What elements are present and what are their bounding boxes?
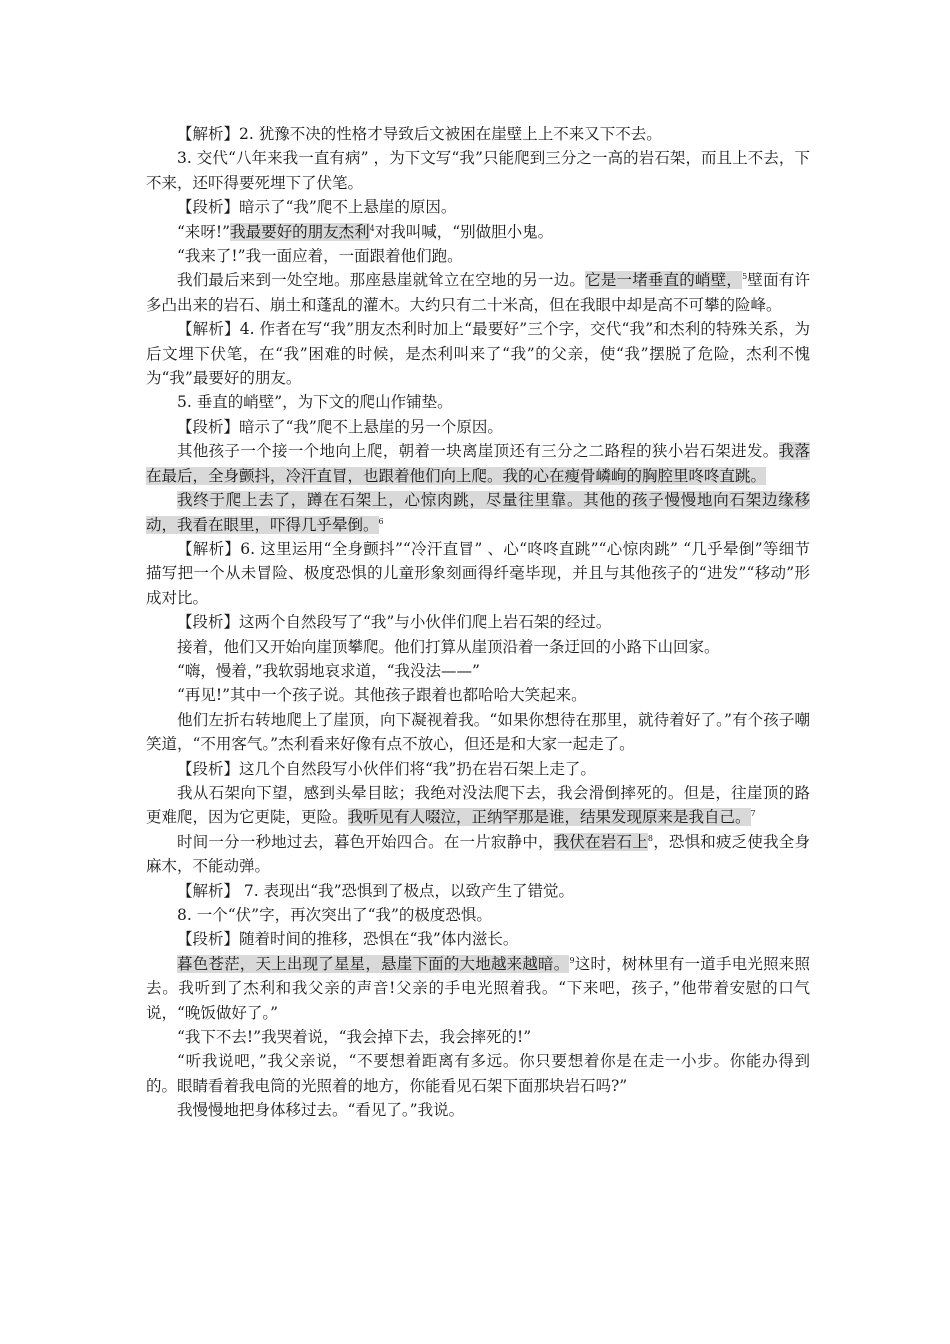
paragraph-text: 我慢慢地把身体移过去。“看见了。”我说。 [177, 1101, 465, 1120]
paragraph-text: 我们最后来到一处空地。那座悬崖就耸立在空地的另一边。 [177, 271, 586, 290]
paragraph [146, 439, 810, 488]
paragraph [146, 927, 810, 951]
paragraph [146, 195, 810, 219]
paragraph-text: 5. 垂直的峭壁”，为下文的爬山作铺垫。 [177, 393, 453, 412]
highlighted-text: 我最要好的朋友杰利 [230, 222, 370, 241]
paragraph-text: 【解析】 7. 表现出“我”恐惧到了极点，以致产生了错觉。 [177, 881, 574, 900]
annotation-number: 9 [569, 955, 575, 965]
paragraph [146, 1098, 810, 1122]
paragraph-text: 8. 一个“伏”字，再次突出了“我”的极度恐惧。 [177, 906, 492, 924]
document-body [146, 122, 810, 1123]
annotation-number: 6 [378, 516, 384, 526]
paragraph-text: “听我说吧，”我父亲说，“不要想着距离有多远。你只要想着你是在走一小步。你能办得到的。眼睛看着我电筒的光照着的地方，你能看见石架下面那块岩石吗?” [146, 1052, 810, 1095]
paragraph-text: “来呀!” [177, 222, 231, 241]
paragraph-text: 3. 交代“八年来我一直有病” ，为下文写“我”只能爬到三分之一高的岩石架，而且上不去，下不来，还吓得要死埋下了伏笔。 [146, 149, 810, 192]
paragraph-text: 【解析】6. 这里运用“全身颤抖”“冷汗直冒” 、心“咚咚直跳”“心惊肉跳” “几乎晕倒”等细节描写把一个从未冒险、极度恐惧的儿童形象刻画得纤毫毕现，并且与其他孩子的“进发”“移动”形成对比。 [146, 539, 810, 607]
paragraph [146, 683, 810, 707]
paragraph-text: 他们左折右转地爬上了崖顶，向下凝视着我。“如果你想待在那里，就待着好了。”有个孩子嘲笑道，“不用客气。”杰利看来好像有点不放心，但还是和大家一起走了。 [146, 710, 810, 754]
paragraph-text: 我从石架向下望，感到头晕目眩；我绝对没法爬下去，我会滑倒摔死的。但是，往崖顶的路更难爬，因为它更陡，更险。 [146, 783, 810, 827]
annotation-number: 7 [750, 809, 756, 819]
paragraph [146, 488, 810, 537]
paragraph-text: “我来了!”我一面应着，一面跟着他们跑。 [177, 247, 463, 266]
paragraph [146, 415, 810, 439]
paragraph-text: 【段析】这两个自然段写了“我”与小伙伴们爬上岩石架的经过。 [177, 613, 612, 632]
paragraph [146, 903, 810, 927]
paragraph [146, 244, 810, 268]
paragraph-text: 接着，他们又开始向崖顶攀爬。他们打算从崖顶沿着一条迂回的小路下山回家。 [177, 637, 720, 656]
paragraph-text: 这时，树林里有一道手电光照来照去。我听到了杰利和我父亲的声音!父亲的手电光照着我。“下来吧，孩子，”他带着安慰的口气说，“晚饭做好了。” [146, 954, 810, 1022]
paragraph [146, 610, 810, 634]
paragraph-text: 【段析】随着时间的推移，恐惧在“我”体内滋长。 [177, 930, 519, 949]
paragraph-text: 其他孩子一个接一个地向上爬，朝着一块离崖顶还有三分之二路程的狭小岩石架进发。 [177, 442, 779, 461]
paragraph [146, 1025, 810, 1049]
annotation-number: 8 [647, 833, 653, 843]
paragraph-text: “我下不去!”我哭着说，“我会掉下去，我会摔死的!” [177, 1028, 532, 1047]
highlighted-text: 我听见有人啜泣，正纳罕那是谁，结果发现原来是我自己。 [347, 808, 751, 827]
paragraph [146, 708, 810, 757]
paragraph [146, 146, 810, 195]
paragraph-text: ，恐惧和疲乏使我全身麻木，不能动弹。 [146, 832, 810, 876]
paragraph [146, 659, 810, 683]
paragraph [146, 635, 810, 659]
paragraph-text: 【段析】暗示了“我”爬不上悬崖的原因。 [177, 198, 457, 217]
paragraph [146, 268, 810, 317]
paragraph-text: 【段析】暗示了“我”爬不上悬崖的另一个原因。 [177, 417, 503, 436]
paragraph [146, 390, 810, 414]
annotation-number: 5 [742, 272, 748, 282]
paragraph-text: 【段析】这几个自然段写小伙伴们将“我”扔在岩石架上走了。 [177, 759, 596, 778]
paragraph [146, 830, 810, 879]
paragraph [146, 952, 810, 1025]
highlighted-text: 我落在最后，全身颤抖，冷汗直冒，也跟着他们向上爬。我的心在瘦骨嶙峋的胸腔里咚咚直跳。 [146, 442, 810, 485]
paragraph-text: 【解析】4. 作者在写“我”朋友杰利时加上“最要好”三个字，交代“我”和杰利的特殊关系，为后文埋下伏笔，在“我”困难的时候，是杰利叫来了“我”的父亲，使“我”摆脱了危险，杰利不愧为“我”最要好的朋友。 [146, 320, 810, 388]
paragraph-text: 壁面有许多凸出来的岩石、崩土和蓬乱的灌木。大约只有二十米高，但在我眼中却是高不可攀的险峰。 [146, 271, 810, 314]
paragraph-text: “嗨，慢着，”我软弱地哀求道，“我没法——” [177, 661, 480, 680]
annotation-number: 4 [369, 223, 375, 233]
highlighted-text: 我伏在岩石上 [553, 832, 648, 851]
paragraph-text: 对我叫喊，“别做胆小鬼。 [374, 222, 554, 241]
paragraph [146, 317, 810, 390]
paragraph-text: “再见!”其中一个孩子说。其他孩子跟着也都哈哈大笑起来。 [177, 686, 587, 705]
paragraph [146, 879, 810, 903]
paragraph [146, 757, 810, 781]
paragraph-text: 【解析】2. 犹豫不决的性格才导致后文被困在崖壁上上不来又下不去。 [177, 125, 662, 143]
paragraph [146, 537, 810, 610]
paragraph [146, 1049, 810, 1098]
paragraph [146, 781, 810, 830]
highlighted-text: 它是一堵垂直的峭壁， [585, 271, 743, 290]
paragraph [146, 220, 810, 244]
highlighted-text: 暮色苍茫，天上出现了星星，悬崖下面的大地越来越暗。 [177, 954, 570, 973]
paragraph [146, 122, 810, 146]
highlighted-text: 我终于爬上去了，蹲在石架上，心惊肉跳，尽量往里靠。其他的孩子慢慢地向石架边缘移动，我看在眼里，吓得几乎晕倒。 [146, 491, 810, 534]
paragraph-text: 时间一分一秒地过去，暮色开始四合。在一片寂静中， [177, 832, 554, 851]
